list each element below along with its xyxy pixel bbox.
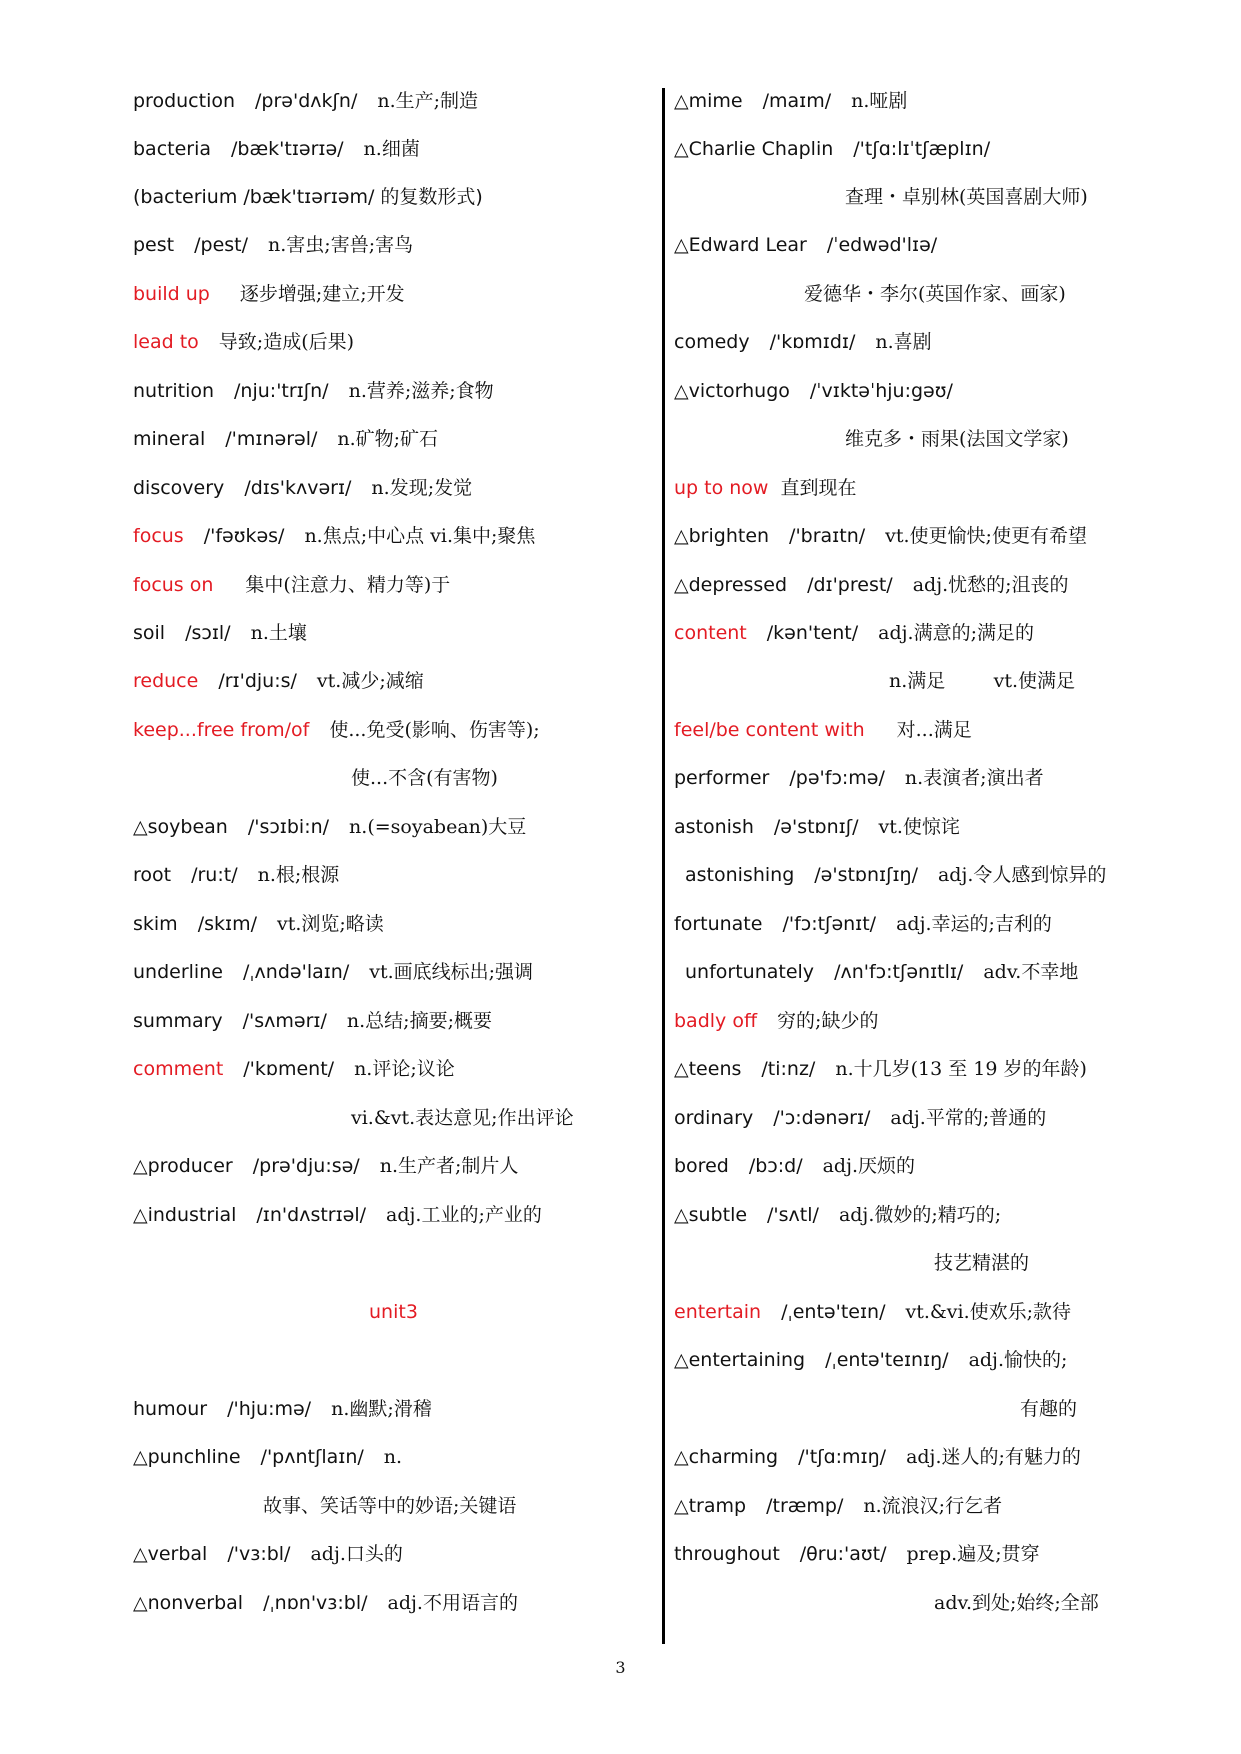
- phrase-entry: [674, 717, 972, 743]
- vocab-entry: [133, 475, 472, 501]
- vocab-word: summary: [133, 1010, 223, 1032]
- phrase-word: focus on: [133, 574, 214, 596]
- vocab-definition: n.焦点;中心点 vi.集中;聚焦: [304, 525, 536, 547]
- vocab-definition: vt.&vi.使欢乐;款待: [905, 1301, 1072, 1323]
- vocab-entry: [133, 668, 424, 694]
- vocab-entry: [674, 232, 937, 258]
- vocab-definition: n.十几岁(13 至 19 岁的年龄): [835, 1058, 1087, 1080]
- vocab-word: ordinary: [674, 1107, 754, 1129]
- vocab-phonetic: /'fɔ:tʃənɪt/: [782, 913, 877, 935]
- vocab-phonetic: /bæk'tɪərɪə/: [231, 138, 344, 160]
- vocab-definition: n.喜剧: [875, 331, 932, 353]
- vocab-phonetic: /'fəʊkəs/: [203, 525, 285, 547]
- definition-continuation: 爱德华・李尔(英国作家、画家): [804, 283, 1066, 305]
- vocab-phonetic: /prə'dju:sə/: [252, 1155, 360, 1177]
- phrase-definition: 集中(注意力、精力等)于: [245, 574, 451, 596]
- vocab-entry: [674, 572, 1069, 598]
- vocab-word: content: [674, 622, 747, 644]
- vocab-definition: adj.令人感到惊异的: [937, 864, 1107, 886]
- vocab-phonetic: /pə'fɔ:mə/: [789, 767, 885, 789]
- vocab-phonetic: /ˌentə'teɪn/: [781, 1301, 886, 1323]
- vocab-entry: [674, 1347, 1067, 1373]
- phrase-word: lead to: [133, 331, 199, 353]
- vocab-word: △Charlie Chaplin: [674, 138, 834, 160]
- vocab-word: comment: [133, 1058, 224, 1080]
- vocab-entry: [674, 1541, 1040, 1567]
- vocab-phonetic: /ʌn'fɔ:tʃənɪtlɪ/: [834, 961, 964, 983]
- vocab-phonetic: /dɪ'prest/: [807, 574, 893, 596]
- vocab-word: △punchline: [133, 1446, 241, 1468]
- vocab-entry: [674, 1299, 1071, 1325]
- vocab-word: entertain: [674, 1301, 762, 1323]
- phrase-definition: 逐步增强;建立;开发: [239, 283, 405, 305]
- vocab-entry: [133, 620, 307, 646]
- vocab-definition: adj.幸运的;吉利的: [896, 913, 1052, 935]
- vocab-phonetic: /kən'tent/: [766, 622, 859, 644]
- definition-continuation: 使...不含(有害物): [351, 767, 498, 789]
- vocab-entry: [133, 814, 526, 840]
- vocab-definition: vt.画底线标出;强调: [369, 961, 534, 983]
- vocab-definition: n.流浪汉;行乞者: [863, 1495, 1003, 1517]
- column-divider: [662, 88, 665, 1644]
- vocab-phonetic: /'sɔɪbi:n/: [247, 816, 330, 838]
- vocab-entry: [133, 523, 535, 549]
- vocab-definition: adj.忧愁的;沮丧的: [912, 574, 1069, 596]
- phrase-entry: [133, 572, 450, 598]
- vocab-phonetic: /ɪn'dʌstrɪəl/: [256, 1204, 367, 1226]
- vocab-word: soil: [133, 622, 166, 644]
- vocab-phonetic: /sɔɪl/: [185, 622, 231, 644]
- unit-heading: unit3: [369, 1301, 418, 1323]
- vocab-definition: n.生产;制造: [377, 90, 479, 112]
- definition-continuation: adv.到处;始终;全部: [934, 1592, 1099, 1614]
- phrase-word: feel/be content with: [674, 719, 865, 741]
- phrase-definition: 使...免受(影响、伤害等);: [329, 719, 540, 741]
- vocab-definition: vt.使更愉快;使更有希望: [885, 525, 1087, 547]
- vocab-word: △brighten: [674, 525, 770, 547]
- vocab-word: △depressed: [674, 574, 788, 596]
- vocab-word: skim: [133, 913, 178, 935]
- vocab-entry: [133, 1008, 492, 1034]
- vocab-entry: [674, 1493, 1002, 1519]
- vocab-word: △industrial: [133, 1204, 237, 1226]
- vocab-entry: [133, 1153, 518, 1179]
- vocab-phonetic: /maɪm/: [762, 90, 832, 112]
- definition-continuation: vi.&vt.表达意见;作出评论: [351, 1107, 574, 1129]
- vocab-entry: [674, 378, 953, 404]
- vocab-phonetic: /'braɪtn/: [789, 525, 866, 547]
- vocab-word: △entertaining: [674, 1349, 806, 1371]
- vocab-entry: [674, 911, 1052, 937]
- vocab-entry: [133, 88, 478, 114]
- vocab-definition: n.表演者;演出者: [904, 767, 1044, 789]
- phrase-word: up to now: [674, 477, 769, 499]
- vocab-entry: [133, 1590, 518, 1616]
- vocab-phonetic: /θru:'aʊt/: [799, 1543, 887, 1565]
- vocab-definition: adj.满意的;满足的: [878, 622, 1034, 644]
- vocab-word: pest: [133, 234, 175, 256]
- vocab-phonetic: /pest/: [194, 234, 249, 256]
- vocab-entry: [133, 378, 494, 404]
- vocab-word: bacteria: [133, 138, 212, 160]
- vocab-word: fortunate: [674, 913, 763, 935]
- vocab-word: △mime: [674, 90, 743, 112]
- vocab-definition: adj.工业的;产业的: [386, 1204, 542, 1226]
- page-number: 3: [615, 1658, 626, 1677]
- vocab-word: △verbal: [133, 1543, 208, 1565]
- vocab-word: bored: [674, 1155, 729, 1177]
- definition-continuation: 维克多・雨果(法国文学家): [845, 428, 1069, 450]
- vocab-word: △Edward Lear: [674, 234, 807, 256]
- vocab-phonetic: /dɪs'kʌvərɪ/: [244, 477, 352, 499]
- vocab-entry: [674, 765, 1044, 791]
- vocab-word: humour: [133, 1398, 208, 1420]
- vocab-word: comedy: [674, 331, 750, 353]
- vocab-definition: adj.迷人的;有魅力的: [906, 1446, 1081, 1468]
- definition-continuation: n.满足 vt.使满足: [889, 670, 1076, 692]
- vocab-entry: [674, 329, 932, 355]
- phrase-definition: 穷的;缺少的: [777, 1010, 879, 1032]
- phrase-entry: [133, 329, 354, 355]
- vocab-word: production: [133, 90, 236, 112]
- vocab-phonetic: /rɪ'dju:s/: [218, 670, 297, 692]
- vocab-phonetic: /ˈvɪktəˈhju:gəʊ/: [809, 380, 953, 402]
- vocab-word: △subtle: [674, 1204, 748, 1226]
- vocab-entry: [674, 523, 1087, 549]
- vocab-phonetic: /skɪm/: [197, 913, 257, 935]
- vocab-definition: vt.使惊诧: [878, 816, 960, 838]
- vocab-phonetic: /prə'dʌkʃn/: [255, 90, 358, 112]
- vocab-entry: [674, 620, 1034, 646]
- vocab-definition: n.矿物;矿石: [337, 428, 439, 450]
- vocab-phonetic: /'pʌntʃlaɪn/: [260, 1446, 364, 1468]
- vocab-phonetic: /ru:t/: [191, 864, 238, 886]
- vocab-phonetic: /'ɔ:dənərɪ/: [773, 1107, 871, 1129]
- vocab-word: △producer: [133, 1155, 233, 1177]
- vocab-definition: n.总结;摘要;概要: [346, 1010, 492, 1032]
- vocab-phonetic: /træmp/: [766, 1495, 844, 1517]
- vocab-phonetic: /ti:nz/: [761, 1058, 816, 1080]
- vocab-word: △teens: [674, 1058, 742, 1080]
- vocab-entry: [133, 911, 384, 937]
- vocab-phonetic: /'tʃɑ:lɪˈtʃæplɪn/: [853, 138, 991, 160]
- vocab-phonetic: /'sʌtl/: [767, 1204, 819, 1226]
- vocab-entry: [674, 1153, 915, 1179]
- vocab-word: reduce: [133, 670, 199, 692]
- vocab-phonetic: /ə'stɒnɪʃ/: [773, 816, 859, 838]
- vocab-definition: n.细菌: [363, 138, 420, 160]
- vocab-phonetic: /'kɒment/: [243, 1058, 335, 1080]
- vocab-phonetic: /nju:'trɪʃn/: [234, 380, 329, 402]
- vocab-entry: [133, 136, 420, 162]
- vocab-word: underline: [133, 961, 223, 983]
- definition-continuation: 查理・卓别林(英国喜剧大师): [845, 186, 1088, 208]
- vocab-word: mineral: [133, 428, 206, 450]
- vocab-entry: [133, 426, 438, 452]
- vocab-word: astonish: [674, 816, 754, 838]
- vocab-word: discovery: [133, 477, 225, 499]
- phrase-word: badly off: [674, 1010, 758, 1032]
- vocab-entry: [674, 1056, 1087, 1082]
- vocab-entry: [685, 959, 1078, 985]
- vocab-word: unfortunately: [685, 961, 815, 983]
- phrase-definition: 对...满足: [896, 719, 972, 741]
- vocab-entry: [674, 1105, 1046, 1131]
- vocab-definition: vt.浏览;略读: [276, 913, 384, 935]
- vocab-entry: [133, 1444, 402, 1470]
- vocab-definition: adj.微妙的;精巧的;: [838, 1204, 1002, 1226]
- vocab-note: (bacterium /bæk'tɪərɪəm/ 的复数形式): [133, 186, 483, 208]
- definition-continuation: 故事、笑话等中的妙语;关键语: [263, 1495, 517, 1517]
- vocab-word: △tramp: [674, 1495, 747, 1517]
- phrase-entry: [674, 1008, 878, 1034]
- vocab-definition: adj.愉快的;: [968, 1349, 1068, 1371]
- vocab-phonetic: /'vɜ:bl/: [227, 1543, 291, 1565]
- phrase-word: keep...free from/of: [133, 719, 310, 741]
- vocab-entry: [674, 1202, 1001, 1228]
- vocab-definition: n.营养;滋养;食物: [348, 380, 494, 402]
- definition-continuation: 有趣的: [1020, 1398, 1078, 1420]
- phrase-definition: 导致;造成(后果): [218, 331, 355, 353]
- vocab-definition: n.生产者;制片人: [379, 1155, 519, 1177]
- vocab-word: △soybean: [133, 816, 228, 838]
- vocab-entry: [133, 1056, 455, 1082]
- vocab-word: △charming: [674, 1446, 779, 1468]
- vocab-definition: n.发现;发觉: [371, 477, 473, 499]
- vocab-word: throughout: [674, 1543, 780, 1565]
- vocab-phonetic: /ˌentə'teɪnɪŋ/: [825, 1349, 949, 1371]
- vocab-phonetic: /'sʌmərɪ/: [242, 1010, 327, 1032]
- phrase-definition: 直到现在: [780, 477, 857, 499]
- vocab-word: focus: [133, 525, 184, 547]
- vocab-definition: adj.口头的: [310, 1543, 403, 1565]
- vocab-word: performer: [674, 767, 770, 789]
- phrase-entry: [674, 475, 856, 501]
- vocab-word: root: [133, 864, 172, 886]
- vocab-phonetic: /'mɪnərəl/: [225, 428, 318, 450]
- vocab-entry: [674, 814, 960, 840]
- vocab-phonetic: /bɔ:d/: [748, 1155, 803, 1177]
- vocab-definition: n.土壤: [250, 622, 307, 644]
- vocab-entry: [133, 1396, 432, 1422]
- vocab-word: nutrition: [133, 380, 215, 402]
- vocab-phonetic: /'tʃɑ:mɪŋ/: [798, 1446, 887, 1468]
- phrase-entry: [133, 281, 405, 307]
- vocab-word: △victorhugo: [674, 380, 790, 402]
- vocab-definition: vt.减少;减缩: [316, 670, 424, 692]
- vocab-word: △nonverbal: [133, 1592, 244, 1614]
- vocab-phonetic: /ə'stɒnɪʃɪŋ/: [814, 864, 918, 886]
- vocab-phonetic: /ˌʌndə'laɪn/: [242, 961, 350, 983]
- definition-continuation: 技艺精湛的: [934, 1252, 1030, 1274]
- vocab-definition: n.哑剧: [851, 90, 908, 112]
- vocab-entry: [674, 88, 907, 114]
- vocab-phonetic: /'kɒmɪdɪ/: [769, 331, 856, 353]
- vocab-phonetic: /ˌnɒn'vɜ:bl/: [263, 1592, 368, 1614]
- vocab-phonetic: /'hju:mə/: [227, 1398, 312, 1420]
- vocab-phonetic: /ˈedwəd'lɪə/: [826, 234, 938, 256]
- vocab-definition: n.幽默;滑稽: [331, 1398, 432, 1420]
- vocab-entry: [133, 959, 533, 985]
- vocab-word: astonishing: [685, 864, 795, 886]
- vocab-entry: [674, 136, 990, 162]
- vocab-definition: n.害虫;害兽;害鸟: [268, 234, 414, 256]
- vocab-definition: adj.不用语言的: [387, 1592, 518, 1614]
- vocab-definition: adv.不幸地: [983, 961, 1079, 983]
- vocab-definition: n.(=soyabean)大豆: [349, 816, 527, 838]
- phrase-entry: [133, 717, 540, 743]
- vocab-definition: prep.遍及;贯穿: [906, 1543, 1040, 1565]
- vocab-definition: adj.厌烦的: [822, 1155, 916, 1177]
- vocab-entry: [133, 232, 413, 258]
- vocab-entry: [685, 862, 1106, 888]
- vocab-entry: [133, 1541, 403, 1567]
- vocab-definition: adj.平常的;普通的: [890, 1107, 1047, 1129]
- phrase-word: build up: [133, 283, 210, 305]
- vocab-definition: n.: [383, 1446, 403, 1468]
- vocab-definition: n.评论;议论: [354, 1058, 455, 1080]
- vocab-entry: [674, 1444, 1081, 1470]
- vocab-entry: [133, 862, 339, 888]
- vocab-definition: n.根;根源: [257, 864, 340, 886]
- vocab-entry: [133, 1202, 542, 1228]
